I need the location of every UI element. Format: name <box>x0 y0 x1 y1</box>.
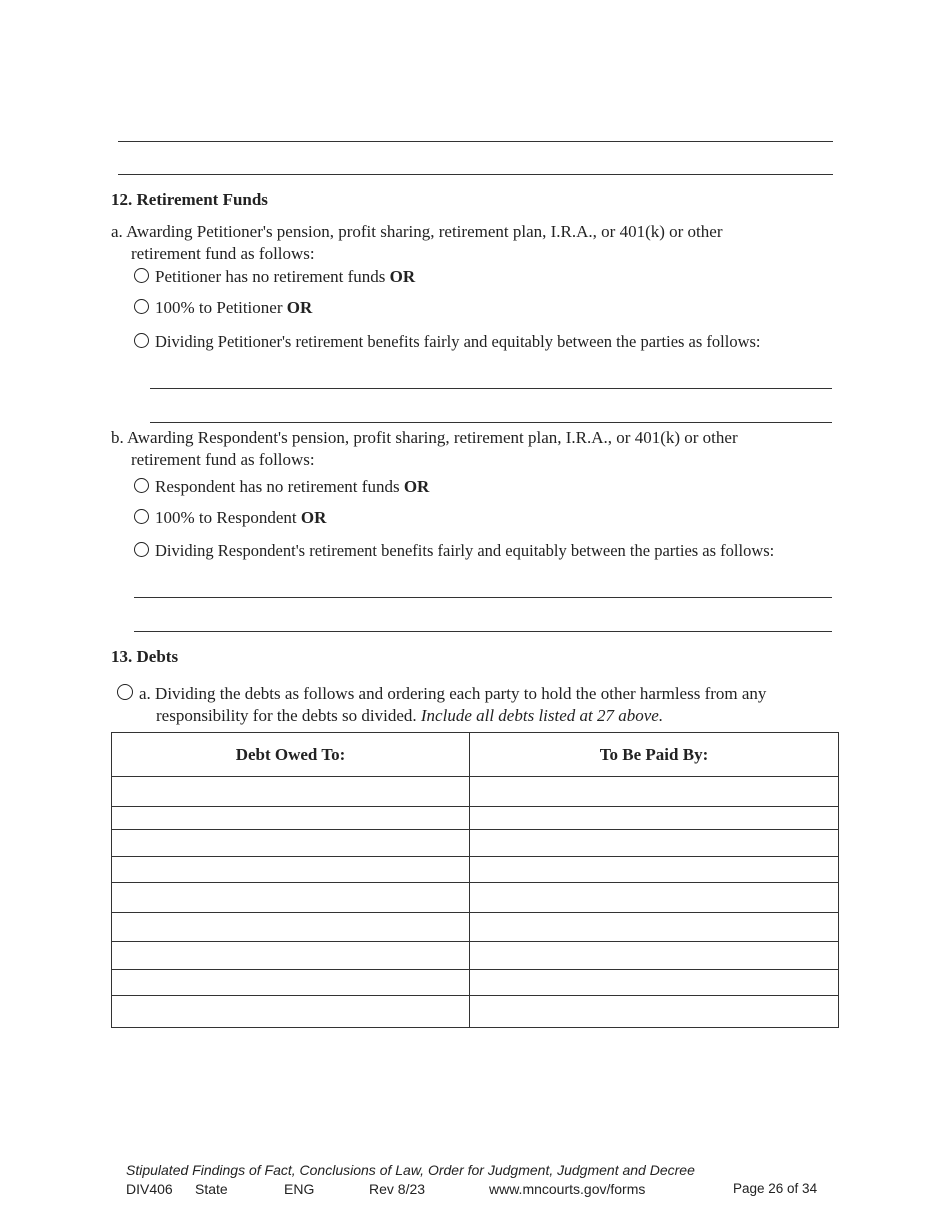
footer-revision: Rev 8/23 <box>369 1181 426 1197</box>
radio-button-icon[interactable] <box>134 542 149 557</box>
table-row <box>112 777 839 807</box>
option-label: Respondent has no retirement funds <box>155 477 404 496</box>
debt-owed-to-cell[interactable] <box>112 996 470 1028</box>
option-label: 100% to Respondent <box>155 508 301 527</box>
section-12b-text <box>111 427 738 471</box>
debts-option-instruction: Include all debts listed at 27 above. <box>420 706 664 725</box>
to-be-paid-by-cell[interactable] <box>470 830 839 857</box>
to-be-paid-by-cell[interactable] <box>470 942 839 970</box>
or-label: OR <box>300 508 327 527</box>
section-12a-line1: a. Awarding Petitioner's pension, profit sharing, retirement plan, I.R.A., or 401(k) or other <box>111 222 723 241</box>
radio-button-icon[interactable] <box>134 509 149 524</box>
debt-owed-to-cell[interactable] <box>112 857 470 883</box>
answer-line[interactable] <box>150 422 832 423</box>
footer-form-title: Stipulated Findings of Fact, Conclusions of Law, Order for Judgment, Judgment and Decree <box>126 1162 695 1178</box>
answer-line[interactable] <box>134 597 832 598</box>
debt-owed-to-cell[interactable] <box>112 883 470 913</box>
option-label: Dividing Respondent's retirement benefits fairly and equitably between the parties as follows: <box>155 541 775 560</box>
debt-owed-to-cell[interactable] <box>112 942 470 970</box>
section-12b-line2: retirement fund as follows: <box>131 450 315 469</box>
to-be-paid-by-cell[interactable] <box>470 913 839 942</box>
answer-line[interactable] <box>134 631 832 632</box>
column-header-debt-owed-to: Debt Owed To: <box>112 733 470 777</box>
table-row <box>112 970 839 996</box>
radio-button-icon[interactable] <box>134 333 149 348</box>
debt-owed-to-cell[interactable] <box>112 913 470 942</box>
radio-button-icon[interactable] <box>117 684 133 700</box>
answer-line[interactable] <box>118 174 833 175</box>
footer-form-id: DIV406 <box>126 1181 173 1197</box>
debts-option-line1: a. Dividing the debts as follows and ordering each party to hold the other harmless from any <box>139 684 767 703</box>
to-be-paid-by-cell[interactable] <box>470 970 839 996</box>
debts-table <box>111 732 839 1028</box>
option-respondent-divide[interactable] <box>134 540 774 562</box>
to-be-paid-by-cell[interactable] <box>470 996 839 1028</box>
or-label: OR <box>403 477 430 496</box>
footer-jurisdiction: State <box>195 1181 228 1197</box>
option-divide-debts[interactable] <box>117 683 766 727</box>
table-row <box>112 807 839 830</box>
option-respondent-100[interactable] <box>134 507 326 529</box>
section-12-heading: 12. Retirement Funds <box>111 190 268 209</box>
debt-owed-to-cell[interactable] <box>112 777 470 807</box>
table-row <box>112 857 839 883</box>
table-row <box>112 996 839 1028</box>
table-row <box>112 913 839 942</box>
debts-option-line2: responsibility for the debts so divided. <box>156 706 421 725</box>
table-row <box>112 942 839 970</box>
option-respondent-no-funds[interactable] <box>134 476 429 498</box>
footer-page-number: Page 26 of 34 <box>733 1181 818 1196</box>
radio-button-icon[interactable] <box>134 478 149 493</box>
answer-line[interactable] <box>150 388 832 389</box>
table-row <box>112 883 839 913</box>
or-label: OR <box>286 298 313 317</box>
to-be-paid-by-cell[interactable] <box>470 777 839 807</box>
section-12a-text <box>111 221 722 265</box>
option-label: Dividing Petitioner's retirement benefits fairly and equitably between the parties as follows: <box>155 332 761 351</box>
option-petitioner-no-funds[interactable] <box>134 266 415 288</box>
footer-url[interactable]: www.mncourts.gov/forms <box>489 1181 646 1197</box>
table-row <box>112 830 839 857</box>
radio-button-icon[interactable] <box>134 299 149 314</box>
option-petitioner-divide[interactable] <box>134 331 761 353</box>
debt-owed-to-cell[interactable] <box>112 830 470 857</box>
or-label: OR <box>389 267 416 286</box>
debt-owed-to-cell[interactable] <box>112 970 470 996</box>
debt-owed-to-cell[interactable] <box>112 807 470 830</box>
option-label: Petitioner has no retirement funds <box>155 267 390 286</box>
section-13-heading: 13. Debts <box>111 647 179 666</box>
to-be-paid-by-cell[interactable] <box>470 857 839 883</box>
section-12a-line2: retirement fund as follows: <box>131 244 315 263</box>
radio-button-icon[interactable] <box>134 268 149 283</box>
section-12b-line1: b. Awarding Respondent's pension, profit sharing, retirement plan, I.R.A., or 401(k) or other <box>111 428 738 447</box>
to-be-paid-by-cell[interactable] <box>470 883 839 913</box>
option-petitioner-100[interactable] <box>134 297 312 319</box>
option-label: 100% to Petitioner <box>155 298 287 317</box>
answer-line[interactable] <box>118 141 833 142</box>
to-be-paid-by-cell[interactable] <box>470 807 839 830</box>
column-header-to-be-paid-by: To Be Paid By: <box>470 733 839 777</box>
footer-language: ENG <box>284 1181 315 1197</box>
